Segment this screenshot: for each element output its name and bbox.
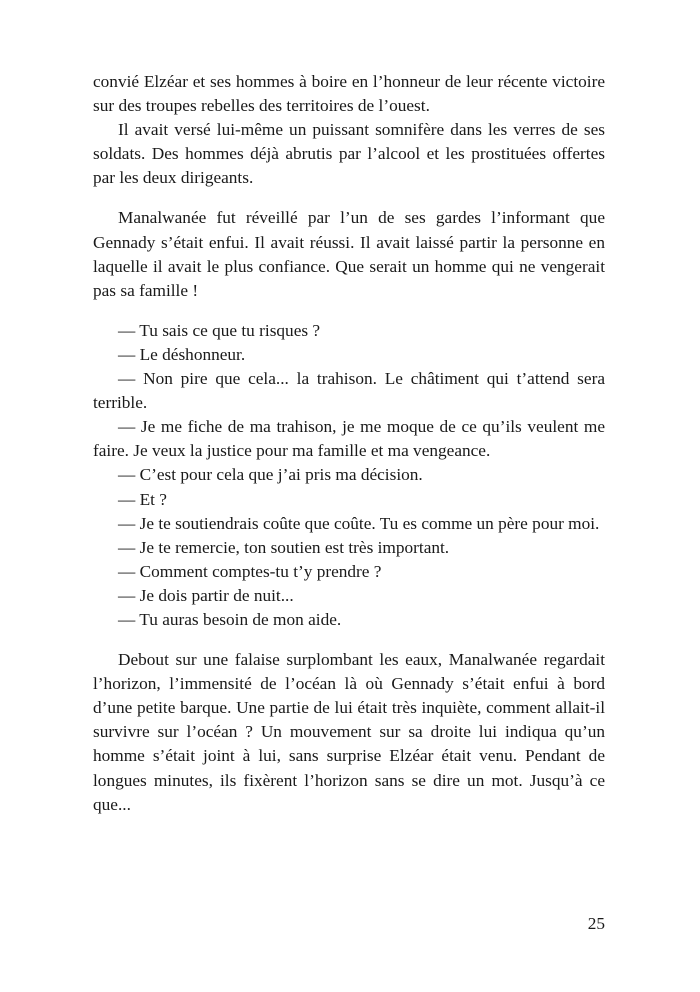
dialogue-line: — Je te soutiendrais coûte que coûte. Tu es comme un père pour moi. [118, 513, 600, 533]
dialogue-line: — C’est pour cela que j’ai pris ma décision. [118, 465, 423, 485]
paragraph-continuation: convié Elzéar et ses hommes à boire en l’honneur de leur récente victoire sur des troupes rebelles des territoires de l’ouest. [93, 72, 605, 116]
page-body [93, 70, 605, 817]
dialogue-line: — Je te remercie, ton soutien est très important. [118, 537, 450, 557]
dialogue-line: — Je dois partir de nuit... [118, 585, 294, 605]
paragraph-sleeping-potion: Il avait versé lui-même un puissant somnifère dans les verres de ses soldats. Des hommes déjà abrutis par l’alcool et les prostituées offertes par les deux dirigeants. [93, 120, 605, 188]
dialogue-line: — Le déshonneur. [118, 344, 246, 364]
dialogue-line: — Tu auras besoin de mon aide. [118, 609, 342, 629]
dialogue-line: — Je me fiche de ma trahison, je me moque de ce qu’ils veulent me faire. Je veux la justice pour ma famille et ma vengeance. [93, 417, 605, 461]
page-number: 25 [587, 914, 605, 933]
paragraph-cliff-scene: Debout sur une falaise surplombant les eaux, Manalwanée regardait l’horizon, l’immensité de l’océan là où Gennady s’était enfui à bord d’une petite barque. Une partie de lui était très inquiète, comment allait-il survivre sur l’océan ? Un mouvement sur sa droite lui indiqua qu’un homme s’était joint à lui, sans surprise Elzéar était venu. Pendant de longues minutes, ils fixèrent l’horizon sans se dire un mot. Jusqu’à ce que... [93, 650, 605, 814]
dialogue-line: — Tu sais ce que tu risques ? [118, 320, 321, 340]
paragraph-manalwanee-awakened: Manalwanée fut réveillé par l’un de ses gardes l’informant que Gennady s’était enfui. Il avait réussi. Il avait laissé partir la personne en laquelle il avait le plus confiance. Que serait un homme qui ne vengerait pas sa famille ! [93, 208, 605, 300]
dialogue-line: — Comment comptes-tu t’y prendre ? [118, 561, 382, 581]
dialogue-line: — Et ? [118, 489, 167, 509]
dialogue-line: — Non pire que cela... la trahison. Le châtiment qui t’attend sera terrible. [93, 369, 605, 413]
